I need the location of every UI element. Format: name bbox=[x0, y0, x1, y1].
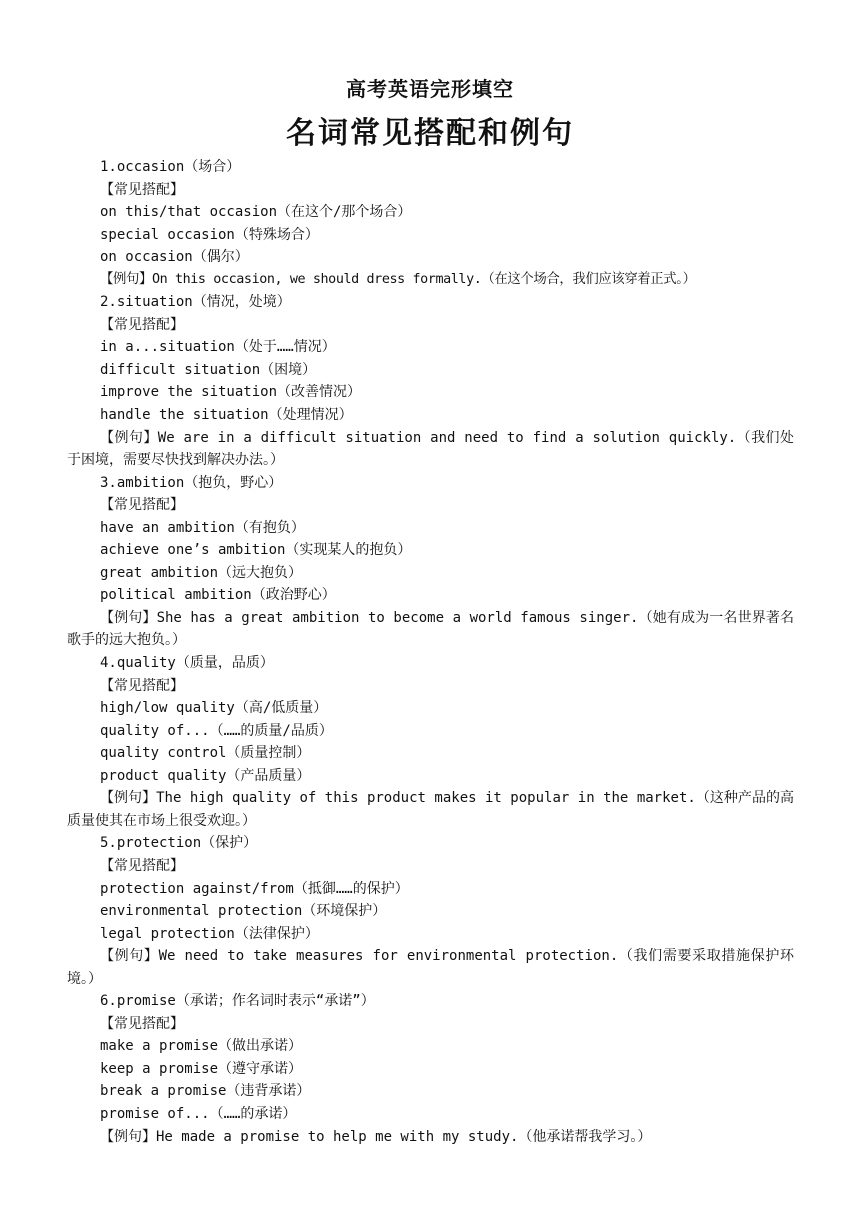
collocation-label: 【常见搭配】 bbox=[100, 857, 184, 874]
collocation-phrase: legal protection（法律保护） bbox=[100, 925, 319, 942]
example-sentence: 【例句】On this occasion, we should dress formally.（在这个场合，我们应该穿着正式。） bbox=[100, 271, 696, 287]
collocation-phrase: make a promise（做出承诺） bbox=[100, 1038, 303, 1055]
collocation-phrase: on this/that occasion（在这个/那个场合） bbox=[100, 204, 412, 221]
collocation-phrase: handle the situation（处理情况） bbox=[100, 407, 353, 424]
collocation-phrase: improve the situation（改善情况） bbox=[100, 384, 362, 401]
collocation-phrase: keep a promise（遵守承诺） bbox=[100, 1060, 303, 1077]
collocation-label: 【常见搭配】 bbox=[100, 1015, 184, 1032]
collocation-phrase: in a...situation（处于……情况） bbox=[100, 339, 336, 356]
example-sentence: 【例句】She has a great ambition to become a world famous singer.（她有成为一名世界著名歌手的远大抱负。） bbox=[67, 609, 794, 649]
entry-heading: 3.ambition（抱负，野心） bbox=[100, 474, 283, 491]
collocation-phrase: difficult situation（困境） bbox=[100, 361, 317, 378]
collocation-phrase: protection against/from（抵御……的保护） bbox=[100, 880, 409, 897]
entry-heading: 2.situation（情况，处境） bbox=[100, 294, 291, 311]
example-sentence: 【例句】The high quality of this product makes it popular in the market.（这种产品的高质量使其在市场上很受欢迎。） bbox=[67, 790, 794, 829]
collocation-phrase: environmental protection（环境保护） bbox=[100, 903, 387, 920]
collocation-phrase: quality control（质量控制） bbox=[100, 745, 311, 762]
collocation-phrase: special occasion（特殊场合） bbox=[100, 226, 319, 243]
collocation-phrase: great ambition（远大抱负） bbox=[100, 564, 303, 581]
collocation-phrase: on occasion（偶尔） bbox=[100, 249, 249, 266]
collocation-phrase: quality of...（……的质量/品质） bbox=[100, 722, 333, 739]
example-sentence: 【例句】We are in a difficult situation and need to find a solution quickly.（我们处于困境，需要尽快找到解决办法。） bbox=[67, 429, 794, 469]
collocation-phrase: high/low quality（高/低质量） bbox=[100, 700, 328, 717]
collocation-label: 【常见搭配】 bbox=[100, 181, 184, 198]
collocation-phrase: promise of...（……的承诺） bbox=[100, 1105, 297, 1122]
entry-heading: 4.quality（质量，品质） bbox=[100, 655, 274, 672]
example-sentence: 【例句】We need to take measures for environmental protection.（我们需要采取措施保护环境。） bbox=[67, 948, 794, 987]
collocation-label: 【常见搭配】 bbox=[100, 677, 184, 694]
collocation-phrase: achieve one’s ambition（实现某人的抱负） bbox=[100, 542, 412, 559]
entry-heading: 5.protection（保护） bbox=[100, 835, 258, 852]
collocation-phrase: have an ambition（有抱负） bbox=[100, 519, 305, 536]
collocation-label: 【常见搭配】 bbox=[100, 316, 184, 333]
document-subtitle: 高考英语完形填空 bbox=[346, 77, 514, 101]
collocation-phrase: political ambition（政治野心） bbox=[100, 587, 336, 604]
collocation-label: 【常见搭配】 bbox=[100, 497, 184, 514]
document-title: 名词常见搭配和例句 bbox=[286, 116, 574, 151]
example-sentence: 【例句】He made a promise to help me with my study.（他承诺帮我学习。） bbox=[100, 1128, 652, 1145]
entry-heading: 1.occasion（场合） bbox=[100, 159, 241, 175]
document-body bbox=[67, 156, 794, 1148]
collocation-phrase: break a promise（违背承诺） bbox=[100, 1083, 311, 1100]
entry-heading: 6.promise（承诺；作名词时表示“承诺”） bbox=[100, 993, 375, 1010]
collocation-phrase: product quality（产品质量） bbox=[100, 767, 311, 784]
